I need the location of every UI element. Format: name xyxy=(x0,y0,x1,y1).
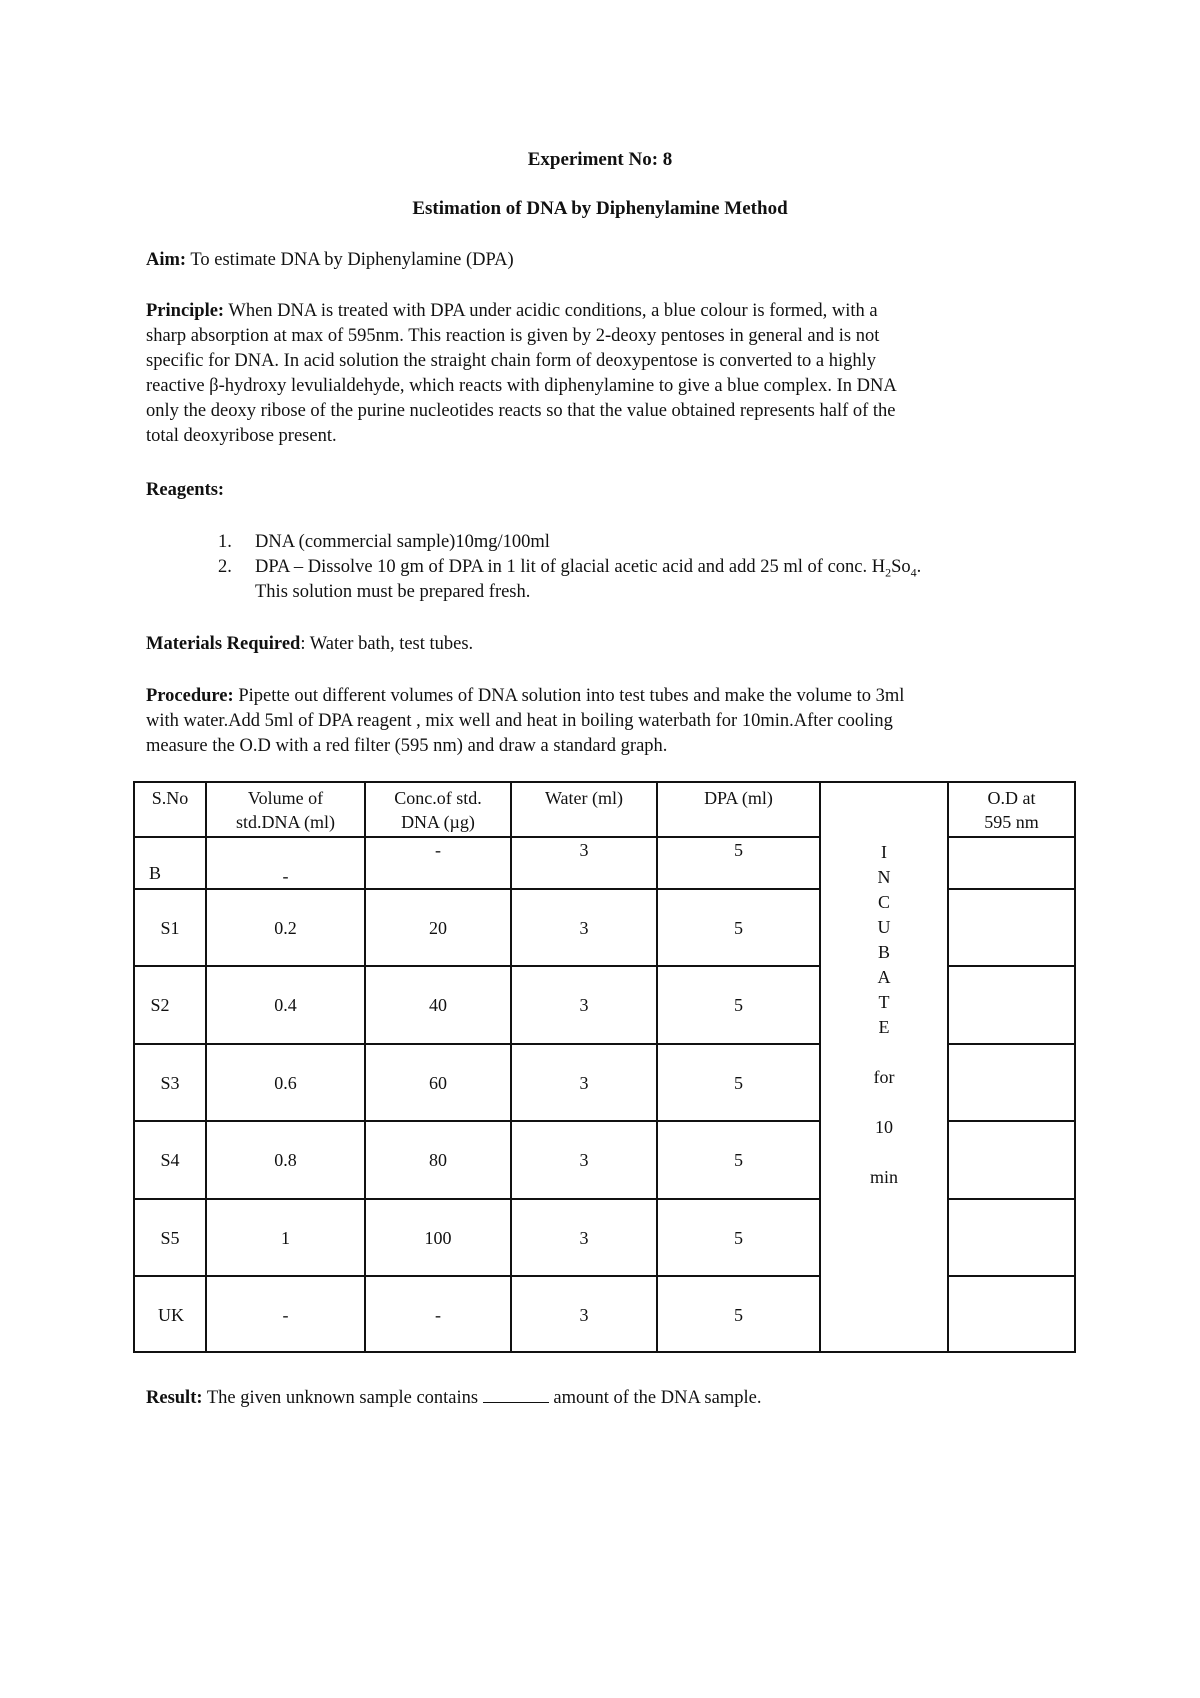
cell-dpa: 5 xyxy=(734,1073,743,1093)
incubate-duration: 10 xyxy=(875,1117,893,1137)
procedure-label: Procedure: xyxy=(146,686,234,706)
procedure-line: with water.Add 5ml of DPA reagent , mix well and heat in boiling waterbath for 10min.After cooling xyxy=(146,711,893,731)
standard-table xyxy=(133,781,1076,1353)
principle-paragraph xyxy=(146,299,1066,449)
table-divider xyxy=(135,1198,821,1200)
reagent-text: DNA (commercial sample)10mg/100ml xyxy=(255,532,550,552)
header-conc-line1: Conc.of std. xyxy=(394,788,482,808)
principle-line: only the deoxy ribose of the purine nucleotides reacts so that the value obtained represents half of the xyxy=(146,401,896,421)
aim-label: Aim: xyxy=(146,250,187,270)
table-divider xyxy=(135,965,821,967)
reagent-item xyxy=(146,530,1066,555)
table-divider xyxy=(947,783,949,1351)
header-od-line2: 595 nm xyxy=(984,812,1039,832)
incubate-letter: I xyxy=(881,842,887,862)
cell-water: 3 xyxy=(579,1228,589,1248)
incubate-letter: N xyxy=(877,867,891,887)
principle-line: reactive β-hydroxy levulialdehyde, which reacts with diphenylamine to give a blue complex. In DNA xyxy=(146,376,897,396)
cell-dpa: 5 xyxy=(734,1228,743,1248)
table-divider xyxy=(135,888,821,890)
table-divider xyxy=(656,783,658,1351)
cell-volume: 0.6 xyxy=(274,1073,297,1093)
incubate-unit: min xyxy=(869,1167,898,1187)
table-divider xyxy=(135,1043,821,1045)
table-divider xyxy=(947,1275,1076,1277)
reagents-list xyxy=(146,530,1066,605)
cell-dpa: 5 xyxy=(734,918,743,938)
principle-line: specific for DNA. In acid solution the straight chain form of deoxypentose is converted to a highly xyxy=(146,351,877,371)
result-paragraph xyxy=(146,1386,1066,1411)
incubate-letter: A xyxy=(877,967,891,987)
cell-conc: 60 xyxy=(429,1073,447,1093)
document-title: Estimation of DNA by Diphenylamine Method xyxy=(412,198,788,219)
reagent-subscript: 2 xyxy=(885,565,892,580)
reagent-number: 1. xyxy=(218,532,232,552)
cell-water: 3 xyxy=(579,1150,589,1170)
cell-conc: 80 xyxy=(429,1150,447,1170)
materials-label: Materials Required xyxy=(146,634,301,654)
table-divider xyxy=(947,836,1076,838)
reagent-text-line2: This solution must be prepared fresh. xyxy=(255,582,531,602)
incubate-letter: C xyxy=(877,892,890,912)
reagent-text: DPA – Dissolve 10 gm of DPA in 1 lit of glacial acetic acid and add 25 ml of conc. H xyxy=(255,557,886,577)
incubate-instruction xyxy=(821,840,947,1190)
table-divider xyxy=(510,783,512,1351)
header-od-line1: O.D at xyxy=(987,788,1036,808)
table-divider xyxy=(947,965,1076,967)
table-divider xyxy=(947,888,1076,890)
principle-line: total deoxyribose present. xyxy=(146,426,337,446)
header-concentration xyxy=(366,786,510,834)
cell-water: 3 xyxy=(579,840,589,860)
result-label: Result: xyxy=(146,1388,203,1408)
table-divider xyxy=(947,1120,1076,1122)
principle-label: Principle: xyxy=(146,301,225,321)
header-dpa: DPA (ml) xyxy=(704,788,773,808)
cell-sno: S4 xyxy=(160,1150,180,1170)
cell-dpa: 5 xyxy=(734,1305,743,1325)
procedure-paragraph xyxy=(146,684,1066,759)
reagent-subscript: 4 xyxy=(910,565,917,580)
reagents-heading xyxy=(146,478,1066,503)
aim-text: To estimate DNA by Diphenylamine (DPA) xyxy=(186,250,514,270)
reagent-text: So xyxy=(891,557,911,577)
cell-sno: S2 xyxy=(150,995,170,1015)
table-divider xyxy=(947,1198,1076,1200)
incubate-letter: U xyxy=(877,917,891,937)
table-divider xyxy=(135,1275,821,1277)
procedure-line: Pipette out different volumes of DNA solution into test tubes and make the volume to 3ml xyxy=(233,686,905,706)
header-volume xyxy=(207,786,364,834)
cell-conc: - xyxy=(435,1305,441,1325)
incubate-for: for xyxy=(873,1067,895,1087)
cell-volume: - xyxy=(282,866,289,886)
cell-sno: B xyxy=(148,863,161,883)
materials-paragraph xyxy=(146,632,1066,657)
cell-volume: - xyxy=(282,1305,289,1325)
reagent-text: . xyxy=(916,557,922,577)
cell-volume: 0.4 xyxy=(274,995,297,1015)
cell-sno: S3 xyxy=(160,1073,180,1093)
incubate-letter: E xyxy=(878,1017,890,1037)
header-conc-line2: DNA (µg) xyxy=(401,812,475,832)
incubate-letter: B xyxy=(877,942,890,962)
header-volume-line2: std.DNA (ml) xyxy=(236,812,335,832)
cell-volume: 0.8 xyxy=(274,1150,297,1170)
cell-volume: 1 xyxy=(281,1228,290,1248)
cell-conc: 20 xyxy=(429,918,447,938)
reagents-label: Reagents: xyxy=(146,480,225,500)
cell-dpa: 5 xyxy=(734,1150,743,1170)
cell-sno: UK xyxy=(158,1305,184,1325)
principle-line: sharp absorption at max of 595nm. This reaction is given by 2-deoxy pentoses in general and is not xyxy=(146,326,880,346)
cell-sno: S1 xyxy=(160,918,180,938)
cell-sno: S5 xyxy=(160,1228,180,1248)
result-text: amount of the DNA sample. xyxy=(548,1388,762,1408)
header-od xyxy=(949,786,1074,834)
header-water: Water (ml) xyxy=(544,788,623,808)
header-sno: S.No xyxy=(151,788,189,808)
cell-conc: 40 xyxy=(429,995,447,1015)
cell-conc: 100 xyxy=(424,1228,452,1248)
cell-water: 3 xyxy=(579,1073,589,1093)
table-divider xyxy=(947,1043,1076,1045)
principle-line: When DNA is treated with DPA under acidic conditions, a blue colour is formed, with a xyxy=(224,301,878,321)
cell-water: 3 xyxy=(579,1305,589,1325)
cell-dpa: 5 xyxy=(734,995,743,1015)
result-text: The given unknown sample contains xyxy=(202,1388,483,1408)
table-divider xyxy=(135,1120,821,1122)
reagent-number: 2. xyxy=(218,557,232,577)
table-divider xyxy=(364,783,366,1351)
result-blank xyxy=(483,1386,549,1403)
header-volume-line1: Volume of xyxy=(247,788,324,808)
reagent-item xyxy=(146,555,1066,605)
cell-volume: 0.2 xyxy=(274,918,297,938)
cell-water: 3 xyxy=(579,918,589,938)
cell-dpa: 5 xyxy=(734,840,743,860)
cell-water: 3 xyxy=(579,995,589,1015)
procedure-line: measure the O.D with a red filter (595 nm) and draw a standard graph. xyxy=(146,736,668,756)
aim-paragraph xyxy=(146,248,1066,273)
incubate-letter: T xyxy=(878,992,890,1012)
materials-text: : Water bath, test tubes. xyxy=(300,634,474,654)
experiment-number: Experiment No: 8 xyxy=(527,149,673,170)
cell-conc: - xyxy=(435,840,441,860)
